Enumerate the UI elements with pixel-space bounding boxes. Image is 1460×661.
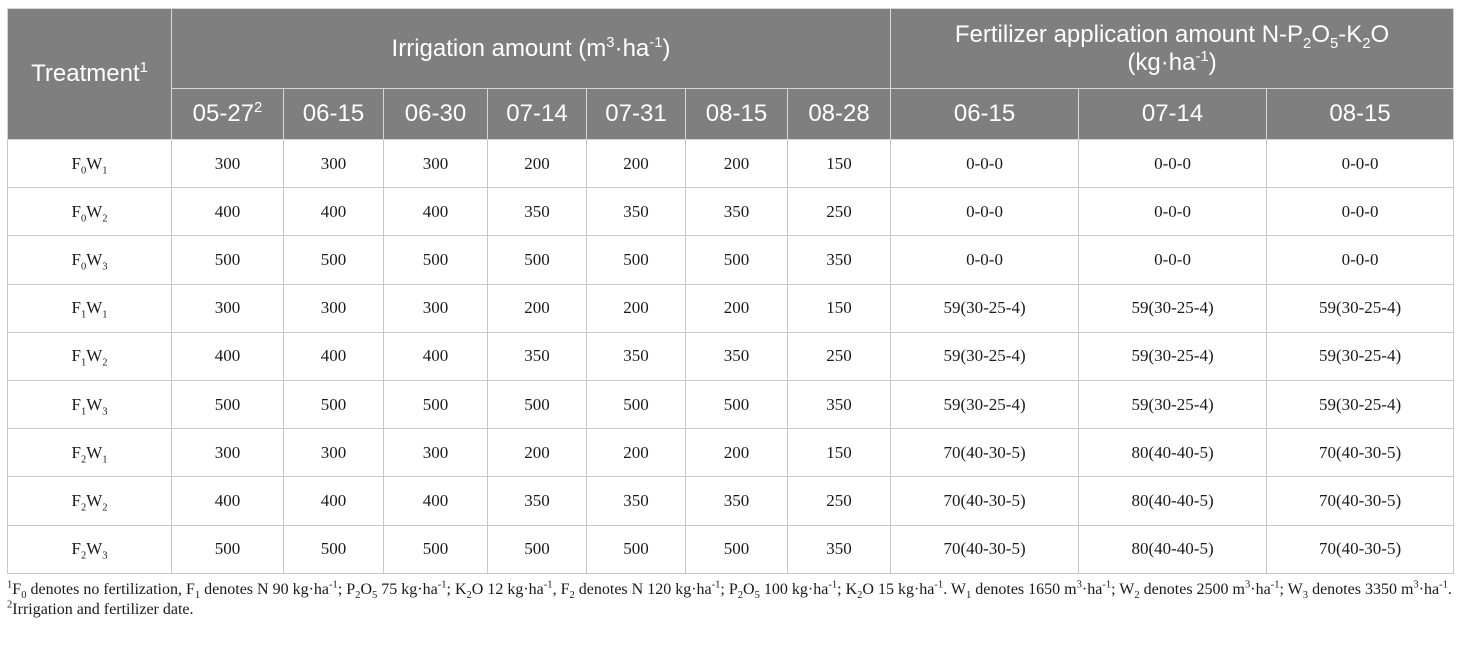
fertilizer-cell: 0-0-0 xyxy=(1079,236,1267,284)
footnote-subscript: 2 xyxy=(1134,590,1140,602)
treatment-w-level: 3 xyxy=(102,261,108,273)
fertilizer-cell: 0-0-0 xyxy=(891,140,1079,188)
footnote-text: 100 kg·ha xyxy=(759,581,829,598)
fertilizer-cell: 70(40-30-5) xyxy=(1267,525,1454,573)
footnote-text: denotes 2500 m xyxy=(1139,581,1245,598)
treatment-w: W xyxy=(86,201,103,221)
irrigation-cell: 150 xyxy=(788,284,891,332)
irrigation-cell: 400 xyxy=(284,188,384,236)
footnote-text: ·ha xyxy=(1250,581,1271,598)
treatment-cell xyxy=(8,525,172,573)
fertilizer-cell: 0-0-0 xyxy=(1267,236,1454,284)
treatment-w-level: 1 xyxy=(102,164,108,176)
irrigation-date-header xyxy=(686,89,788,140)
irrigation-cell: 500 xyxy=(488,236,587,284)
irrigation-date-label: 05-27 xyxy=(192,100,255,127)
irrigation-cell: 500 xyxy=(686,525,788,573)
irrigation-cell: 500 xyxy=(686,236,788,284)
footnote-subscript: 1 xyxy=(194,590,201,602)
irrigation-cell: 350 xyxy=(686,477,788,525)
footnote-subscript: 0 xyxy=(21,590,27,602)
fertilizer-cell: 59(30-25-4) xyxy=(1079,332,1267,380)
treatment-f-level: 2 xyxy=(80,454,87,466)
irrigation-date-label: 07-14 xyxy=(506,100,568,127)
footnote-text: ; K xyxy=(837,581,858,598)
treatment-w-level: 1 xyxy=(102,454,108,466)
treatment-cell xyxy=(8,429,172,477)
footnote-superscript: 3 xyxy=(1076,579,1082,591)
treatment-w: W xyxy=(86,153,103,173)
fertilizer-date-header xyxy=(1079,89,1267,140)
footnote-2: $^2$Irrigation and fertilizer date. xyxy=(7,599,194,618)
irrigation-cell: 400 xyxy=(172,332,284,380)
irrigation-cell: 250 xyxy=(788,332,891,380)
irrigation-cell: 250 xyxy=(788,188,891,236)
irrigation-cell: 400 xyxy=(284,477,384,525)
table-body xyxy=(8,140,1454,574)
treatment-w: W xyxy=(86,442,103,462)
footnote-1 xyxy=(7,580,1455,600)
irrigation-cell: 500 xyxy=(172,236,284,284)
irrigation-cell: 350 xyxy=(587,188,686,236)
fertilizer-date-label: 06-15 xyxy=(953,100,1016,127)
irrigation-cell: 300 xyxy=(284,429,384,477)
irrigation-cell: 300 xyxy=(384,429,488,477)
irrigation-cell: 250 xyxy=(788,477,891,525)
irrigation-cell: 400 xyxy=(172,188,284,236)
treatment-cell xyxy=(8,284,172,332)
irrigation-cell: 500 xyxy=(284,380,384,428)
irrigation-cell: 300 xyxy=(384,284,488,332)
footnote-subscript: 5 xyxy=(754,590,760,602)
irrigation-cell: 300 xyxy=(284,284,384,332)
irrigation-date-header xyxy=(488,89,587,140)
footnote-superscript: -1 xyxy=(437,579,447,591)
irrigation-cell: 200 xyxy=(587,284,686,332)
fertilizer-cell: 59(30-25-4) xyxy=(891,284,1079,332)
treatment-f-level: 0 xyxy=(80,213,87,225)
irrigation-cell: 500 xyxy=(384,236,488,284)
irrigation-date-header xyxy=(384,89,488,140)
footnote-superscript: -1 xyxy=(329,579,338,591)
treatment-f-level: 1 xyxy=(80,357,87,369)
table-row xyxy=(8,525,1454,573)
treatment-cell xyxy=(8,332,172,380)
footnote-superscript: 3 xyxy=(1245,579,1251,591)
fertilizer-cell: 0-0-0 xyxy=(1267,140,1454,188)
fertilizer-cell: 0-0-0 xyxy=(1267,188,1454,236)
irrigation-cell: 200 xyxy=(488,284,587,332)
irrigation-cell: 200 xyxy=(686,140,788,188)
footnote-superscript: -1 xyxy=(934,579,944,591)
treatment-cell xyxy=(8,380,172,428)
irrigation-date-header xyxy=(788,89,891,140)
irrigation-cell: 500 xyxy=(384,380,488,428)
fertilizer-cell: 0-0-0 xyxy=(1079,140,1267,188)
footnote-text: O 12 kg·ha xyxy=(471,581,544,598)
irrigation-cell: 300 xyxy=(384,140,488,188)
treatment-f: F xyxy=(71,394,81,414)
fertilizer-cell: 70(40-30-5) xyxy=(891,429,1079,477)
date-header-row xyxy=(8,89,1454,140)
irrigation-cell: 350 xyxy=(488,332,587,380)
irrigation-cell: 150 xyxy=(788,140,891,188)
irrigation-date-label: 08-28 xyxy=(808,100,870,127)
irrigation-cell: 400 xyxy=(384,188,488,236)
fertilizer-cell: 0-0-0 xyxy=(1079,188,1267,236)
treatment-cell xyxy=(8,140,172,188)
irrigation-cell: 350 xyxy=(587,477,686,525)
footnote-text: 75 kg·ha xyxy=(377,581,438,598)
treatment-f: F xyxy=(71,346,81,366)
treatment-w-level: 2 xyxy=(102,213,108,225)
fertilizer-cell: 80(40-40-5) xyxy=(1079,477,1267,525)
footnote-superscript: -1 xyxy=(1270,579,1280,591)
irrigation-cell: 500 xyxy=(284,236,384,284)
fertilizer-date-label: 08-15 xyxy=(1329,100,1391,127)
footnote-text: ; W xyxy=(1279,581,1303,598)
fertilizer-cell: 0-0-0 xyxy=(891,188,1079,236)
irrigation-amount-header: Irrigation amount $(m^3\cdot ha^{-1})$ xyxy=(172,9,891,89)
treatment-cell xyxy=(8,188,172,236)
treatment-w-level: 1 xyxy=(102,309,108,321)
irrigation-cell: 500 xyxy=(587,525,686,573)
footnote-subscript: 2 xyxy=(355,590,361,602)
footnote-subscript: 3 xyxy=(1302,590,1309,602)
irrigation-cell: 200 xyxy=(488,140,587,188)
irrigation-date-header xyxy=(587,89,686,140)
fertilizer-amount-header: Fertilizer application amount $N-P_2O_5-K_2O$ $(kg\cdot ha^{-1})$ xyxy=(891,9,1454,89)
irrigation-cell: 500 xyxy=(686,380,788,428)
footnote-subscript: 1 xyxy=(966,590,972,602)
irrigation-date-header xyxy=(284,89,384,140)
footnote-subscript: 2 xyxy=(569,590,575,602)
treatment-f: F xyxy=(71,298,81,318)
footnote-text: O xyxy=(743,581,755,598)
footnote-text: O xyxy=(360,581,372,598)
fertilizer-date-header xyxy=(1267,89,1454,140)
fertilizer-cell: 59(30-25-4) xyxy=(891,332,1079,380)
fertilizer-date-header xyxy=(891,89,1079,140)
irrigation-cell: 350 xyxy=(488,188,587,236)
irrigation-cell: 500 xyxy=(587,380,686,428)
treatment-w: W xyxy=(86,539,103,559)
treatment-w: W xyxy=(86,298,103,318)
treatment-f-level: 0 xyxy=(80,164,87,176)
irrigation-cell: 500 xyxy=(172,525,284,573)
table-row xyxy=(8,140,1454,188)
irrigation-cell: 500 xyxy=(172,380,284,428)
footnote-superscript: -1 xyxy=(1102,579,1112,591)
irrigation-fertilizer-table xyxy=(7,8,1454,574)
irrigation-cell: 400 xyxy=(384,332,488,380)
treatment-f-level: 1 xyxy=(80,405,87,417)
fertilizer-cell: 59(30-25-4) xyxy=(1267,284,1454,332)
treatment-w-level: 2 xyxy=(102,357,108,369)
irrigation-cell: 200 xyxy=(686,429,788,477)
footnote-text: denotes 3350 m xyxy=(1308,581,1414,598)
treatment-w-level: 3 xyxy=(102,550,108,562)
treatment-f-level: 2 xyxy=(80,502,87,514)
table-row xyxy=(8,380,1454,428)
irrigation-cell: 200 xyxy=(686,284,788,332)
data-table-container xyxy=(7,8,1453,574)
footnote-text: ; W xyxy=(1111,581,1135,598)
irrigation-date-label: 07-31 xyxy=(605,100,667,127)
footnote-subscript: 2 xyxy=(737,590,744,602)
irrigation-cell: 350 xyxy=(686,188,788,236)
treatment-f-level: 1 xyxy=(80,309,87,321)
treatment-w: W xyxy=(86,490,103,510)
irrigation-cell: 500 xyxy=(488,380,587,428)
treatment-f: F xyxy=(71,153,81,173)
treatment-w: W xyxy=(86,249,103,269)
footnote-superscript: -1 xyxy=(828,579,838,591)
treatment-f: F xyxy=(71,490,81,510)
fertilizer-cell: 59(30-25-4) xyxy=(1267,380,1454,428)
fertilizer-cell: 70(40-30-5) xyxy=(891,477,1079,525)
footnote-text: ; P xyxy=(720,581,738,598)
irrigation-cell: 500 xyxy=(384,525,488,573)
footnote-superscript: -1 xyxy=(1439,579,1448,591)
irrigation-cell: 200 xyxy=(587,140,686,188)
irrigation-date-label: 06-30 xyxy=(404,100,467,127)
treatment-f: F xyxy=(71,539,81,559)
footnote-text: ·ha xyxy=(1418,581,1440,598)
irrigation-date-header xyxy=(172,89,284,140)
irrigation-cell: 400 xyxy=(172,477,284,525)
treatment-f: F xyxy=(71,442,81,462)
table-row xyxy=(8,188,1454,236)
footnote-text: denotes N 120 kg·ha xyxy=(574,581,712,598)
date-footnote-marker: 2 xyxy=(254,100,263,116)
fertilizer-cell: 80(40-40-5) xyxy=(1079,429,1267,477)
table-row xyxy=(8,429,1454,477)
irrigation-cell: 300 xyxy=(172,140,284,188)
irrigation-cell: 150 xyxy=(788,429,891,477)
fertilizer-cell: 59(30-25-4) xyxy=(891,380,1079,428)
footnote-text: . xyxy=(1447,581,1452,598)
treatment-w-level: 3 xyxy=(102,405,108,417)
treatment-header: Treatment$^1$ xyxy=(8,9,172,140)
treatment-cell xyxy=(8,477,172,525)
irrigation-cell: 500 xyxy=(488,525,587,573)
irrigation-cell: 350 xyxy=(788,236,891,284)
footnote-superscript: -1 xyxy=(543,579,553,591)
footnote-text: denotes 1650 m xyxy=(971,581,1077,598)
fertilizer-cell: 59(30-25-4) xyxy=(1267,332,1454,380)
irrigation-cell: 350 xyxy=(488,477,587,525)
treatment-w: W xyxy=(86,346,103,366)
irrigation-cell: 350 xyxy=(788,525,891,573)
fertilizer-date-label: 07-14 xyxy=(1141,100,1204,127)
irrigation-cell: 400 xyxy=(384,477,488,525)
footnote-text: denotes no fertilization, F xyxy=(26,581,195,598)
footnote-text: O 15 kg·ha xyxy=(862,581,935,598)
irrigation-cell: 350 xyxy=(686,332,788,380)
irrigation-cell: 300 xyxy=(284,140,384,188)
irrigation-cell: 300 xyxy=(172,429,284,477)
footnote-text: ; K xyxy=(446,581,467,598)
table-row xyxy=(8,332,1454,380)
footnotes xyxy=(7,580,1455,620)
irrigation-cell: 200 xyxy=(488,429,587,477)
footnote-text: ; P xyxy=(337,581,356,598)
irrigation-cell: 300 xyxy=(172,284,284,332)
irrigation-cell: 350 xyxy=(587,332,686,380)
irrigation-cell: 350 xyxy=(788,380,891,428)
footnote-subscript: 2 xyxy=(857,590,863,602)
treatment-f: F xyxy=(71,201,81,221)
fertilizer-cell: 59(30-25-4) xyxy=(1079,380,1267,428)
irrigation-cell: 500 xyxy=(284,525,384,573)
footnote-marker: 1 xyxy=(7,579,13,591)
treatment-f-level: 0 xyxy=(80,261,87,273)
table-row xyxy=(8,477,1454,525)
fertilizer-cell: 0-0-0 xyxy=(891,236,1079,284)
fertilizer-cell: 80(40-40-5) xyxy=(1079,525,1267,573)
footnote-subscript: 2 xyxy=(466,590,472,602)
footnote-subscript: 5 xyxy=(372,590,378,602)
treatment-w-level: 2 xyxy=(102,502,108,514)
table-row xyxy=(8,284,1454,332)
footnote-superscript: 3 xyxy=(1413,579,1419,591)
irrigation-date-label: 08-15 xyxy=(705,100,768,127)
treatment-f: F xyxy=(71,249,81,269)
irrigation-cell: 400 xyxy=(284,332,384,380)
treatment-f-level: 2 xyxy=(80,550,87,562)
irrigation-cell: 200 xyxy=(587,429,686,477)
irrigation-date-label: 06-15 xyxy=(302,100,365,127)
treatment-cell xyxy=(8,236,172,284)
fertilizer-cell: 70(40-30-5) xyxy=(1267,477,1454,525)
table-row xyxy=(8,236,1454,284)
irrigation-cell: 500 xyxy=(587,236,686,284)
footnote-superscript: -1 xyxy=(711,579,721,591)
footnote-text: denotes N 90 kg·ha xyxy=(200,581,330,598)
fertilizer-cell: 59(30-25-4) xyxy=(1079,284,1267,332)
fertilizer-cell: 70(40-30-5) xyxy=(891,525,1079,573)
footnote-text: . W xyxy=(943,581,966,598)
treatment-w: W xyxy=(86,394,103,414)
footnote-text: , F xyxy=(552,581,570,598)
fertilizer-cell: 70(40-30-5) xyxy=(1267,429,1454,477)
footnote-text: F xyxy=(12,581,22,598)
footnote-text: ·ha xyxy=(1081,581,1103,598)
